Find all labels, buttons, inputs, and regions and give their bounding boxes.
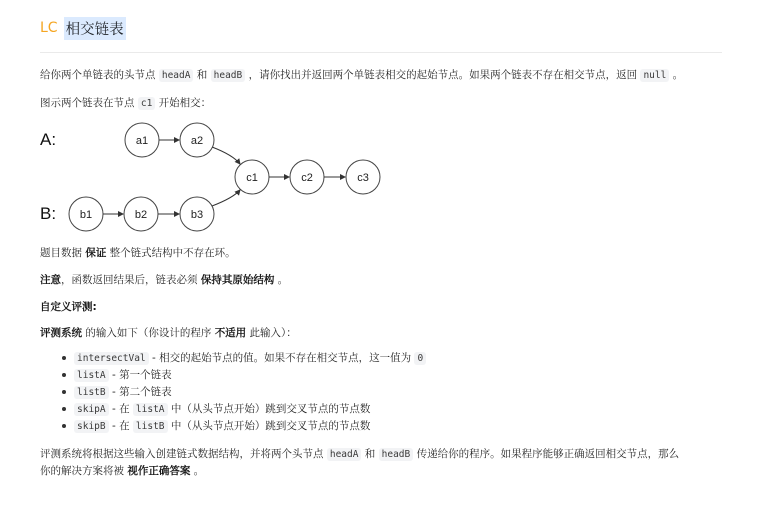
heading-text: 自定义评测: [40,301,97,313]
arrow-b3-c1 [212,190,240,206]
footer-paragraph-line2 [40,463,204,479]
note-bold: 保证 [85,247,107,259]
list-code: 0 [414,352,426,365]
diagram-intro-text: 开始相交： [155,97,212,109]
judge-bold: 不适用 [214,327,247,339]
diagram-intro [40,95,211,112]
footer-paragraph-line1 [40,446,679,463]
list-item [60,401,426,418]
code-heada: headA [327,448,362,461]
list-text: 中（从头节点开始）跳到交叉节点的节点数 [167,403,371,415]
header-divider [40,52,722,53]
node-b2-label: b2 [134,209,148,221]
list-code: listA [133,403,168,416]
code-headb: headB [379,448,414,461]
judge-text: 此输入）： [246,327,297,339]
note-bold: 注意 [40,274,61,286]
node-c2-label: c2 [301,172,313,184]
judge-text: 的输入如下（你设计的程序 [82,327,215,339]
problem-title[interactable]: 相交链表 [64,17,126,40]
footer-bold: 视作正确答案 [127,465,191,477]
footer-text: 你的解决方案将被 [40,465,128,477]
code-c1: c1 [138,97,155,110]
node-a1-label: a1 [135,135,149,147]
list-code: listB [133,420,168,433]
note-bold: 保持其原始结构 [200,274,275,286]
footer-text: 传递给你的程序。如果程序能够正确返回相交节点，那么 [413,448,680,460]
intro-text: 和 [193,69,211,81]
code-null: null [640,69,669,82]
list-item [60,418,426,435]
guarantee-note [40,245,236,261]
input-list [60,350,426,435]
code-heada: headA [159,69,194,82]
arrow-a2-c1 [212,147,240,164]
node-c3-label: c3 [357,172,369,184]
label-a: A: [40,130,57,149]
list-text: 中（从头节点开始）跳到交叉节点的节点数 [167,420,371,432]
label-b: B: [40,204,57,223]
node-c1-label: c1 [246,172,258,184]
linked-list-diagram [30,115,400,237]
list-text: - 第一个链表 [108,369,172,381]
intro-paragraph [40,67,683,84]
list-code: listA [74,369,109,382]
diagram-intro-text: 图示两个链表在节点 [40,97,138,109]
attention-note [40,272,288,288]
node-b1-label: b1 [79,209,93,221]
list-text: - 相交的起始节点的值。如果不存在相交节点，这一值为 [148,352,415,364]
node-a2-label: a2 [190,135,204,147]
problem-header [40,14,126,42]
note-text: 题目数据 [40,247,86,259]
list-code: skipB [74,420,109,433]
footer-text: 评测系统将根据这些输入创建链式数据结构，并将两个头节点 [40,448,327,460]
note-text: 整个链式结构中不存在环。 [106,247,236,259]
judge-bold: 评测系统 [40,327,82,339]
list-text: - 第二个链表 [108,386,172,398]
list-item [60,384,426,401]
judge-intro [40,325,297,341]
custom-judge-heading [40,299,97,315]
note-text: ，函数返回结果后，链表必须 [61,274,201,286]
list-text: - 在 [108,403,133,415]
intro-text: ，请你找出并返回两个单链表相交的起始节点。如果两个链表不存在相交节点，返回 [245,69,641,81]
node-b3-label: b3 [190,209,204,221]
list-code: intersectVal [74,352,149,365]
list-code: skipA [74,403,109,416]
footer-text: 和 [361,448,379,460]
intro-text: 。 [669,69,684,81]
footer-text: 。 [190,465,205,477]
code-headb: headB [211,69,246,82]
list-text: - 在 [108,420,133,432]
list-item [60,350,426,367]
note-text: 。 [274,274,289,286]
intro-text: 给你两个单链表的头节点 [40,69,159,81]
list-code: listB [74,386,109,399]
lc-badge: LC [40,20,58,36]
list-item [60,367,426,384]
